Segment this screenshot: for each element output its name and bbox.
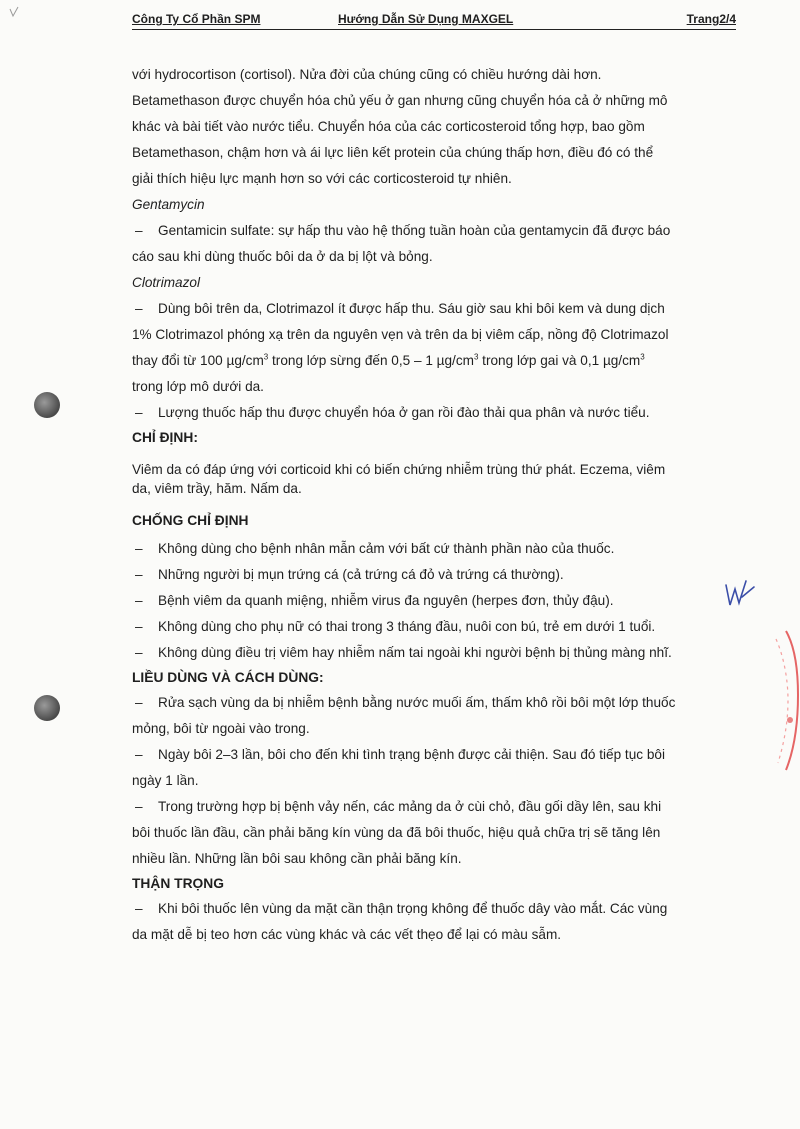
indications-heading: CHỈ ĐỊNH:	[132, 430, 198, 445]
list-dash: –	[135, 301, 143, 316]
intro-line: với hydrocortison (cortisol). Nửa đời của chúng cũng có chiều hướng dài hơn.	[132, 67, 602, 82]
document-body	[132, 62, 742, 948]
precaution-item-1	[132, 896, 742, 922]
list-dash: –	[135, 645, 143, 660]
dosage-text: ngày 1 lần.	[132, 773, 199, 788]
contraindication-item	[132, 588, 742, 614]
header-title: Hướng Dẫn Sử Dụng MAXGEL	[338, 12, 514, 26]
contraindication-text: Không dùng cho phụ nữ có thai trong 3 tháng đầu, nuôi con bú, trẻ em dưới 1 tuổi.	[158, 619, 656, 634]
contraindication-item	[132, 536, 742, 562]
intro-line: Betamethason, chậm hơn và ái lực liên kết protein của chúng thấp hơn, điều đó có thể	[132, 145, 654, 160]
precautions-heading: THẬN TRỌNG	[132, 876, 224, 891]
superscript: 3	[263, 352, 269, 362]
dosage-text: Rửa sạch vùng da bị nhiễm bệnh bằng nước muối ấm, thấm khô rồi bôi một lớp thuốc	[158, 695, 676, 710]
dosage-text: bôi thuốc lần đầu, cần phải băng kín vùng da đã bôi thuốc, hiệu quả chữa trị sẽ tăng lên	[132, 825, 661, 840]
dosage-heading: LIỀU DÙNG VÀ CÁCH DÙNG:	[132, 670, 324, 685]
list-dash: –	[135, 901, 143, 916]
clotrimazol-text-3	[132, 348, 742, 374]
dosage-text: Trong trường hợp bị bệnh vảy nến, các mảng da ở cùi chỏ, đầu gối dầy lên, sau khi	[158, 799, 662, 814]
contraindication-text: Những người bị mụn trứng cá (cả trứng cá đỏ và trứng cá thường).	[158, 567, 564, 582]
page-header	[132, 11, 736, 30]
red-stamp-fragment	[760, 625, 800, 775]
list-dash: –	[135, 695, 143, 710]
contraindications-heading: CHỐNG CHỈ ĐỊNH	[132, 513, 249, 528]
gentamycin-item	[132, 218, 742, 244]
list-dash: –	[135, 567, 143, 582]
clotrimazol-text-5: Lượng thuốc hấp thu được chuyển hóa ở gan rồi đào thải qua phân và nước tiểu.	[158, 405, 650, 420]
dosage-item-3	[132, 794, 742, 820]
clotrimazol-heading: Clotrimazol	[132, 275, 200, 290]
indications-text-1: Viêm da có đáp ứng với corticoid khi có biến chứng nhiễm trùng thứ phát. Eczema, viêm	[132, 462, 666, 477]
intro-line: Betamethason được chuyển hóa chủ yếu ở gan nhưng cũng chuyển hóa cả ở những mô	[132, 93, 668, 108]
contraindication-item	[132, 562, 742, 588]
clotrimazol-text-4: trong lớp mô dưới da.	[132, 379, 264, 394]
clotrimazol-item-1	[132, 296, 742, 322]
dosage-text: Ngày bôi 2–3 lần, bôi cho đến khi tình trạng bệnh được cải thiện. Sau đó tiếp tục bôi	[158, 747, 665, 762]
list-dash: –	[135, 223, 143, 238]
contraindication-text: Không dùng điều trị viêm hay nhiễm nấm tai ngoài khi người bệnh bị thủng màng nhĩ.	[158, 645, 672, 660]
corner-tick-mark	[8, 6, 20, 20]
precaution-text: da mặt dễ bị teo hơn các vùng khác và các vết thẹo để lại có màu sẫm.	[132, 927, 562, 942]
clotrimazol-item-2	[132, 400, 742, 426]
contraindication-text: Không dùng cho bệnh nhân mẫn cảm với bất cứ thành phần nào của thuốc.	[158, 541, 615, 556]
intro-line: giải thích hiệu lực mạnh hơn so với các corticosteroid tự nhiên.	[132, 171, 512, 186]
list-dash: –	[135, 593, 143, 608]
dosage-text: mỏng, bôi từ ngoài vào trong.	[132, 721, 310, 736]
superscript: 3	[640, 352, 645, 362]
list-dash: –	[135, 799, 143, 814]
dosage-text: nhiều lần. Những lần bôi sau không cần phải băng kín.	[132, 851, 462, 866]
list-dash: –	[135, 747, 143, 762]
list-dash: –	[135, 619, 143, 634]
contraindication-item	[132, 640, 742, 666]
superscript: 3	[473, 352, 479, 362]
clotrimazol-text-2: 1% Clotrimazol phóng xạ trên da nguyên vẹn và trên da bị viêm cấp, nồng độ Clotrimazol	[132, 327, 669, 342]
dosage-item-1	[132, 690, 742, 716]
punch-hole-bottom	[34, 695, 60, 721]
gentamycin-heading: Gentamycin	[132, 197, 205, 212]
clotrimazol-text-3b: trong lớp sừng đến 0,5 – 1 µg/cm	[268, 353, 474, 368]
header-company: Công Ty Cổ Phần SPM	[132, 12, 261, 26]
gentamycin-text-2: cáo sau khi dùng thuốc bôi da ở da bị lột và bỏng.	[132, 249, 433, 264]
intro-line: khác và bài tiết vào nước tiểu. Chuyển hóa của các corticosteroid tổng hợp, bao gồm	[132, 119, 645, 134]
header-page-number: Trang2/4	[686, 12, 736, 26]
precaution-text: Khi bôi thuốc lên vùng da mặt cần thận trọng không để thuốc dây vào mắt. Các vùng	[158, 901, 668, 916]
clotrimazol-text-1: Dùng bôi trên da, Clotrimazol ít được hấp thu. Sáu giờ sau khi bôi kem và dung dịch	[158, 301, 665, 316]
clotrimazol-text-3a: thay đổi từ 100 µg/cm	[132, 353, 264, 368]
dosage-item-2	[132, 742, 742, 768]
punch-hole-top	[34, 392, 60, 418]
clotrimazol-text-3c: trong lớp gai và 0,1 µg/cm	[478, 353, 641, 368]
gentamycin-text-1: Gentamicin sulfate: sự hấp thu vào hệ thống tuần hoàn của gentamycin đã được báo	[158, 223, 671, 238]
contraindication-text: Bệnh viêm da quanh miệng, nhiễm virus đa nguyên (herpes đơn, thủy đậu).	[158, 593, 614, 608]
list-dash: –	[135, 541, 143, 556]
contraindication-item	[132, 614, 742, 640]
indications-text-2: da, viêm trầy, hăm. Nấm da.	[132, 481, 302, 496]
list-dash: –	[135, 405, 143, 420]
